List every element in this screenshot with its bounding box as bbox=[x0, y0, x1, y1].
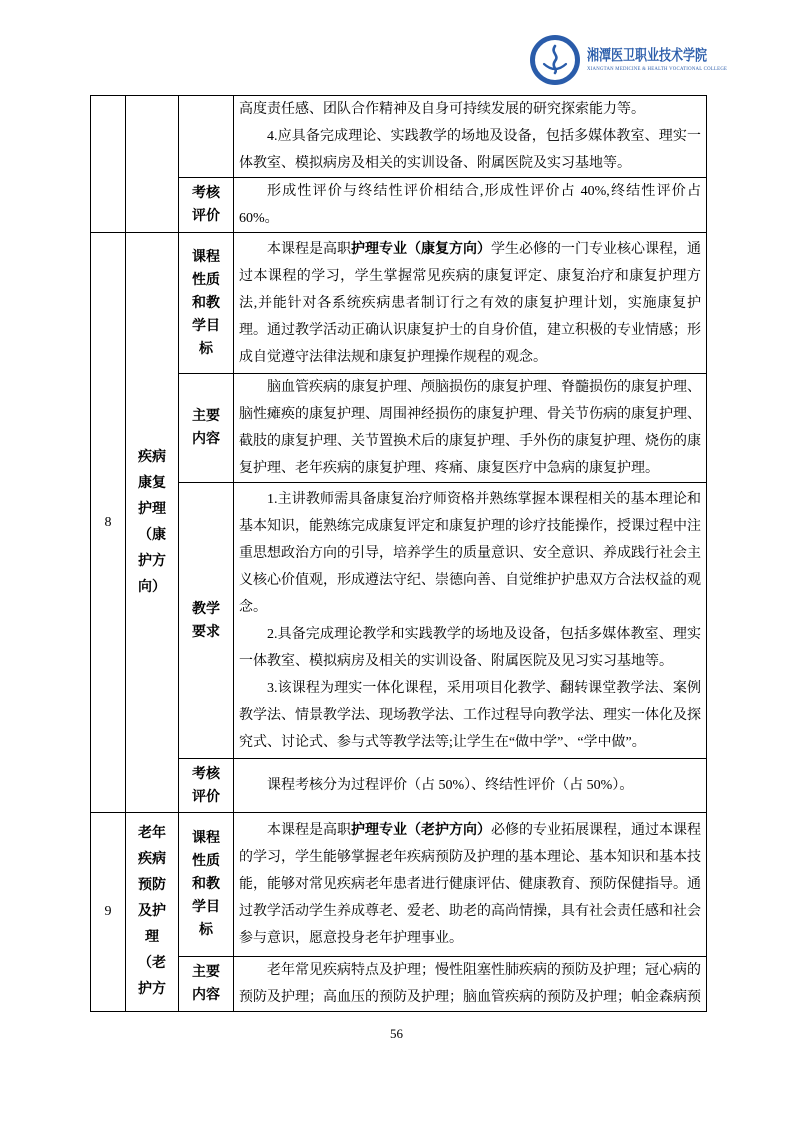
main-content-label: 主要内容 bbox=[179, 957, 234, 1012]
paragraph bbox=[239, 236, 701, 371]
course-name-cell-empty bbox=[126, 96, 179, 233]
text-run: 本课程是高职 bbox=[267, 241, 351, 257]
college-header bbox=[529, 34, 793, 86]
text-run: 学生必修的一门专业核心课程，通过本课程的学习，学生掌握常见疾病的康复评定、康复治疗和康复护理方法,并能针对各系统疾病患者制订行之有效的康复护理计划，实施康复护理。通过教学活动正确认识康复护士的自身价值，建立积极的专业情感；形成自觉遵守法律法规和康复护理操作规程的观念。 bbox=[239, 241, 701, 365]
table-row bbox=[91, 233, 707, 374]
program-direction-bold: 护理专业（老护方向） bbox=[351, 823, 491, 838]
paragraph: 高度责任感、团队合作精神及自身可持续发展的研究探索能力等。 bbox=[239, 102, 645, 117]
teaching-requirements-label: 教学要求 bbox=[179, 483, 234, 759]
text-run: 本课程是高职 bbox=[267, 823, 351, 838]
main-content-label: 主要内容 bbox=[179, 374, 234, 483]
assessment-content-cell bbox=[234, 759, 707, 813]
college-names bbox=[587, 44, 793, 77]
nature-content-cell bbox=[234, 813, 707, 957]
paragraph: 3.该课程为理实一体化课程，采用项目化教学、翻转课堂教学法、案例教学法、情景教学法、现场教学法、工作过程导向教学法、理实一体化及探究式、讨论式、参与式等教学法等;让学生在“做中学”、“学中做”。 bbox=[239, 680, 701, 750]
assessment-label: 考核评价 bbox=[179, 178, 234, 233]
course-number-cell-empty bbox=[91, 96, 126, 233]
paragraph bbox=[239, 817, 701, 952]
main-content-cell bbox=[234, 957, 707, 1012]
course-number: 8 bbox=[91, 233, 126, 813]
paragraph: 脑血管疾病的康复护理、颅脑损伤的康复护理、脊髓损伤的康复护理、脑性瘫痪的康复护理、周围神经损伤的康复护理、骨关节伤病的康复护理、截肢的康复护理、关节置换术后的康复护理、手外伤的康复护理、烧伤的康复护理、老年疾病的康复护理、疼痛、康复医疗中急病的康复护理。 bbox=[239, 380, 701, 476]
table-row bbox=[91, 759, 707, 813]
college-name-en: XIANGTAN MEDICINE & HEALTH VOCATIONAL COLLEGE bbox=[587, 65, 728, 71]
assessment-label: 考核评价 bbox=[179, 759, 234, 813]
section-label-cell-empty bbox=[179, 96, 234, 178]
nature-label: 课程性质和教学目标 bbox=[179, 233, 234, 374]
nature-label: 课程性质和教学目标 bbox=[179, 813, 234, 957]
table-row bbox=[91, 813, 707, 957]
course-name: 疾病康复护理（康护方向） bbox=[126, 233, 179, 813]
table-row bbox=[91, 483, 707, 759]
table-row bbox=[91, 96, 707, 178]
paragraph: 老年常见疾病特点及护理；慢性阻塞性肺疾病的预防及护理；冠心病的预防及护理；高血压的预防及护理；脑血管疾病的预防及护理；帕金森病预 bbox=[239, 963, 701, 1005]
course-name: 老年疾病预防及护理（老护方 bbox=[126, 813, 179, 1012]
table-row bbox=[91, 374, 707, 483]
continued-requirements-cell bbox=[234, 96, 707, 178]
course-description-table bbox=[90, 95, 707, 1012]
table-row bbox=[91, 957, 707, 1012]
paragraph: 形成性评价与终结性评价相结合,形成性评价占 40%,终结性评价占 60%。 bbox=[239, 184, 701, 226]
teaching-requirements-cell bbox=[234, 483, 707, 759]
paragraph: 1.主讲教师需具备康复治疗师资格并熟练掌握本课程相关的基本理论和基本知识，能熟练完成康复评定和康复护理的诊疗技能操作，授课过程中注重思想政治方向的引导，培养学生的质量意识、安全意识、养成践行社会主义核心价值观，形成遵法守纪、崇德向善、自觉维护护患双方合法权益的观念。 bbox=[239, 491, 701, 615]
course-number: 9 bbox=[91, 813, 126, 1012]
page-number: 56 bbox=[390, 1026, 403, 1041]
paragraph: 课程考核分为过程评价（占 50%）、终结性评价（占 50%）。 bbox=[267, 778, 634, 793]
table-row bbox=[91, 178, 707, 233]
nature-content-cell bbox=[234, 233, 707, 374]
college-name-cn: 湘潭医卫职业技术学院 bbox=[587, 47, 708, 64]
main-content-cell bbox=[234, 374, 707, 483]
paragraph: 4.应具备完成理论、实践教学的场地及设备，包括多媒体教室、理实一体教室、模拟病房及相关的实训设备、附属医院及实习基地等。 bbox=[239, 129, 701, 171]
college-emblem-icon bbox=[529, 34, 581, 86]
assessment-content-cell bbox=[234, 178, 707, 233]
paragraph: 2.具备完成理论教学和实践教学的场地及设备，包括多媒体教室、理实一体教室、模拟病房及相关的实训设备、附属医院及见习实习基地等。 bbox=[239, 626, 701, 669]
program-direction-bold: 护理专业（康复方向） bbox=[351, 241, 491, 257]
text-run: 必修的专业拓展课程，通过本课程的学习，学生能够掌握老年疾病预防及护理的基本理论、基本知识和基本技能，能够对常见疾病老年患者进行健康评估、健康教育、预防保健指导。通过教学活动学生养成尊老、爱老、助老的高尚情操，具有社会责任感和社会参与意识，愿意投身老年护理事业。 bbox=[239, 823, 701, 946]
